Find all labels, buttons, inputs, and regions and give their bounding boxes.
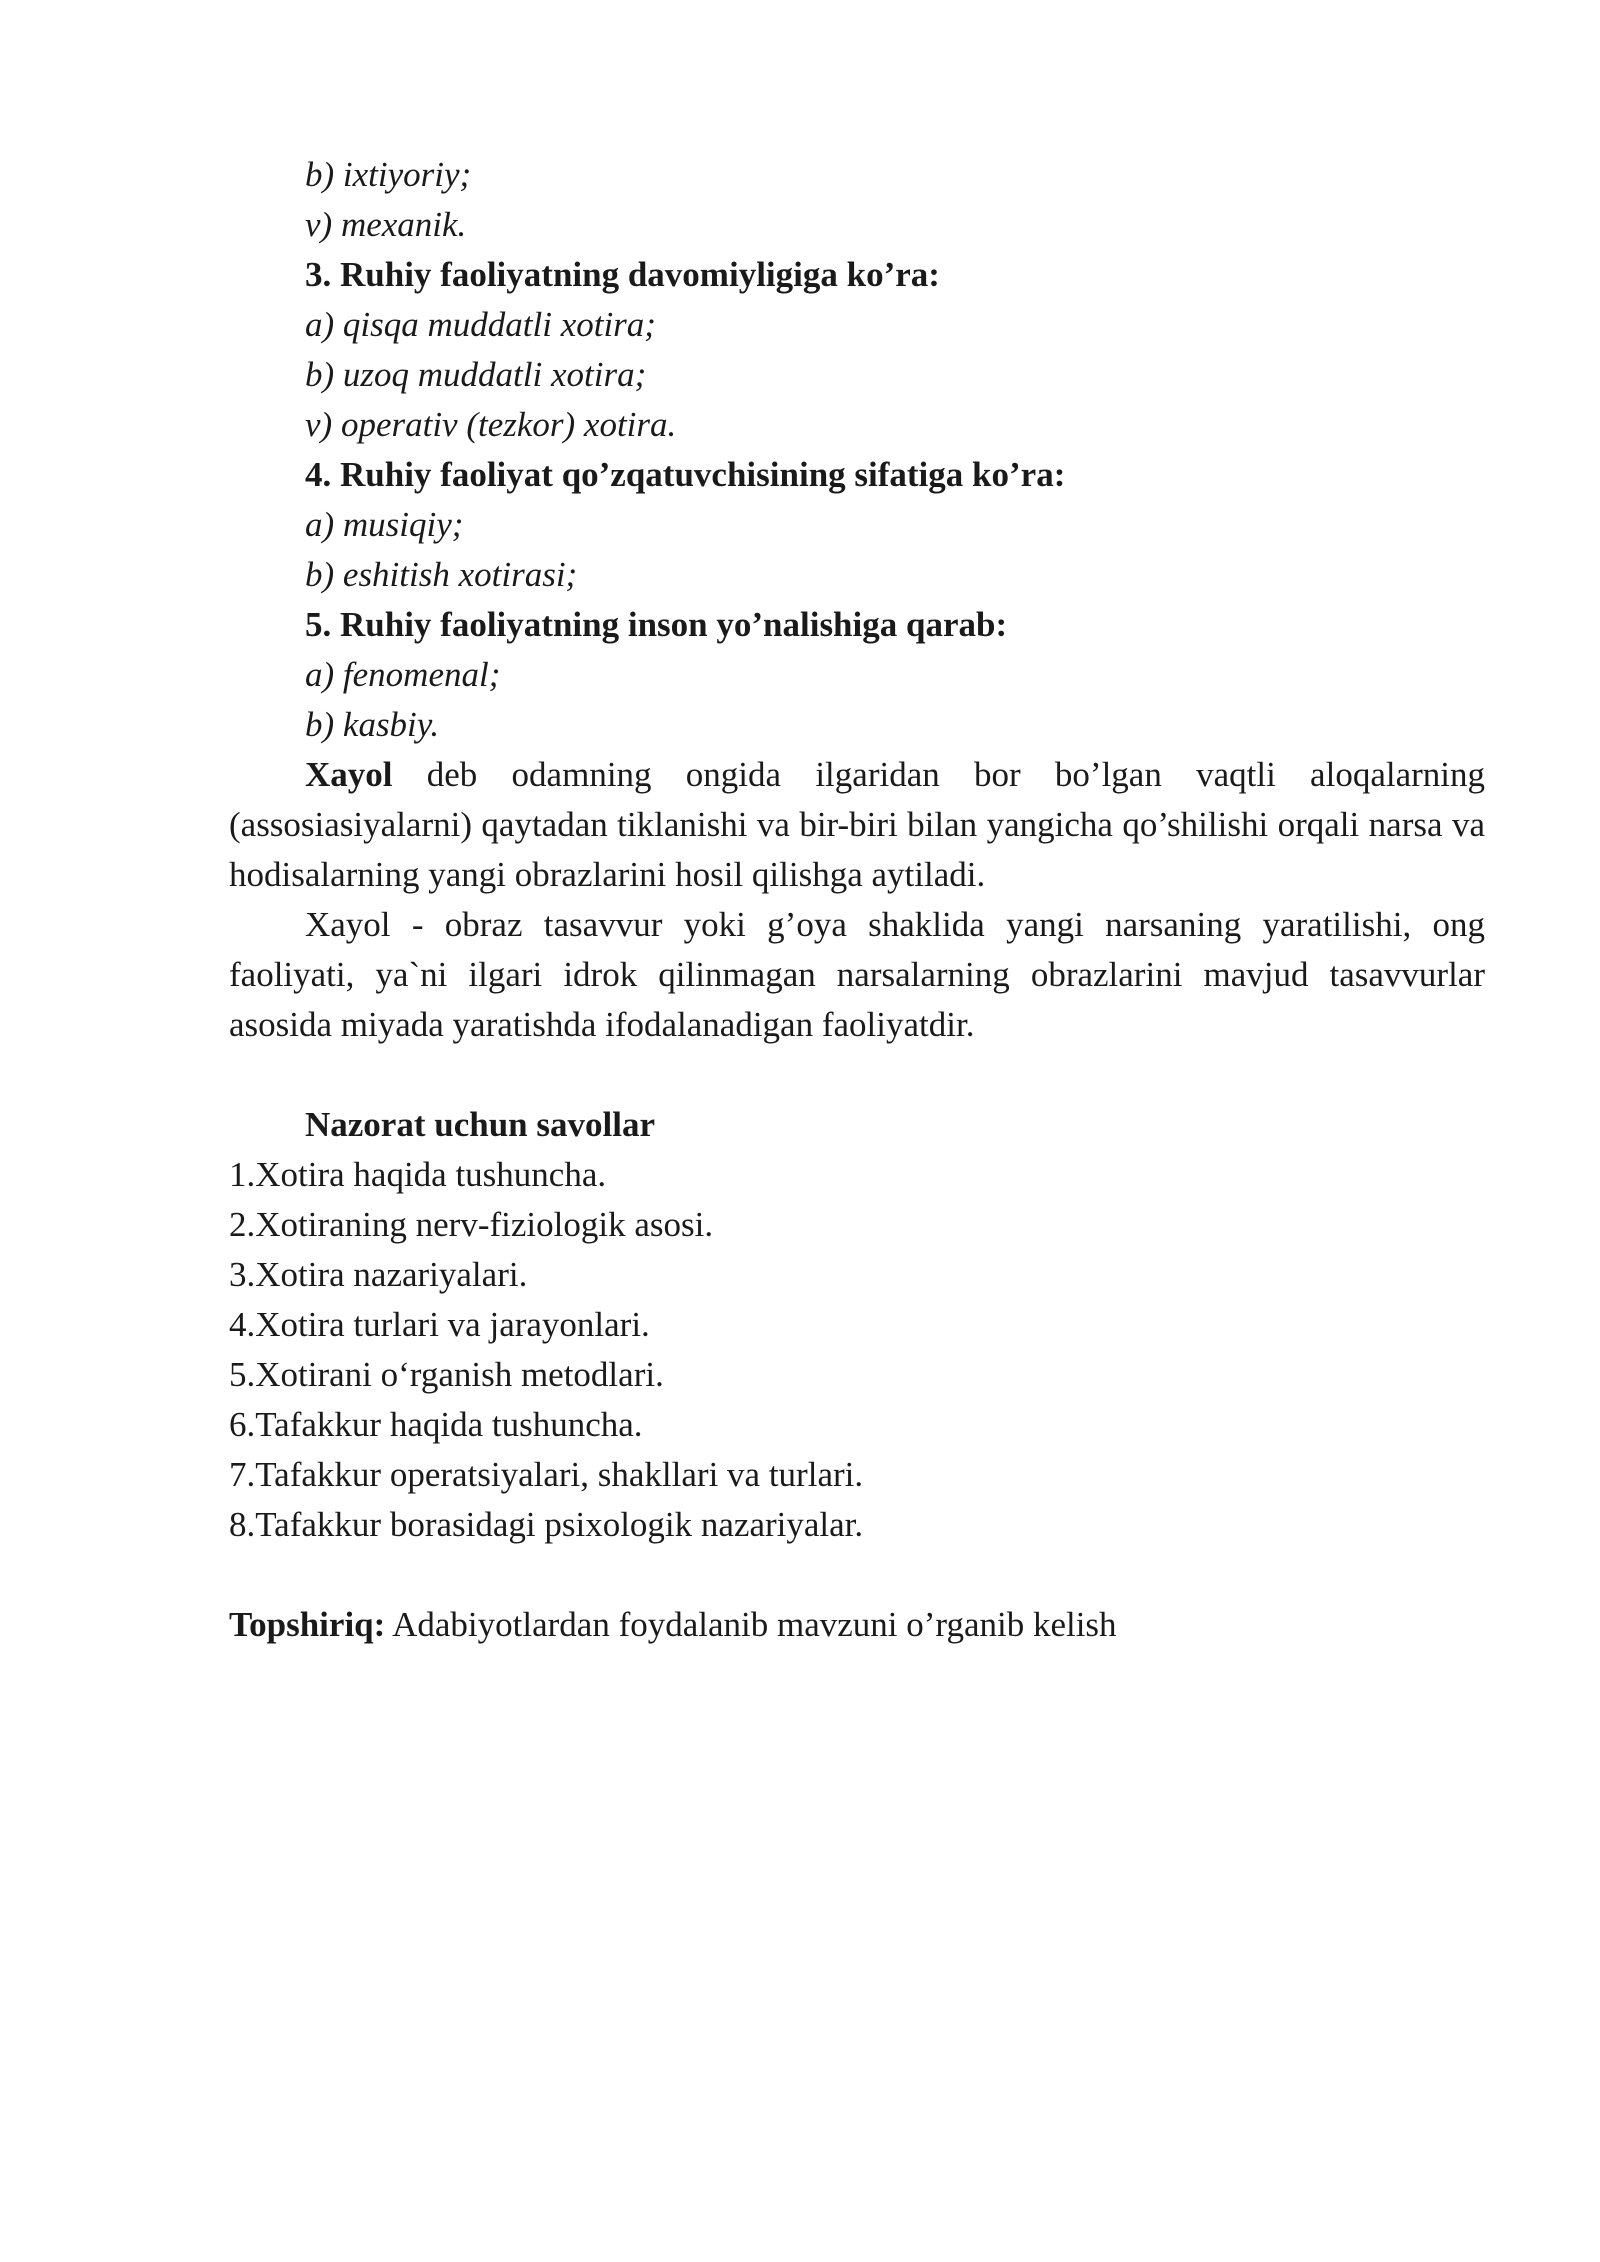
list-heading: 5. Ruhiy faoliyatning inson yo’nalishiga qarab: [305,605,1008,644]
spacer [229,1050,1485,1100]
list-item: b) uzoq muddatli xotira; [305,355,647,394]
list-item: b) kasbiy. [305,705,440,744]
list-heading: 4. Ruhiy faoliyat qo’zqatuvchisining sifatiga ko’ra: [305,455,1066,494]
xayol-term: Xayol [305,755,393,794]
xayol-description-paragraph [229,900,1485,1050]
task-text: Adabiyotlardan foydalanib mavzuni o’rganib kelish [385,1605,1117,1644]
list-heading: 3. Ruhiy faoliyatning davomiyligiga ko’ra: [305,255,940,294]
question-item: 1.Xotira haqida tushuncha. [229,1155,607,1194]
question-item: 4.Xotira turlari va jarayonlari. [229,1305,650,1344]
question-item: 5.Xotirani o‘rganish metodlari. [229,1355,664,1394]
document-page [229,150,1485,1650]
classification-list [229,150,1485,750]
list-item: a) qisqa muddatli xotira; [305,305,656,344]
questions-list [229,1150,1485,1550]
list-item: v) mexanik. [305,205,467,244]
paragraph-text: deb odamning ongida ilgaridan bor bo’lgan vaqtli aloqalarning (assosiasiyalarni) qaytadan tiklanishi va bir-biri bilan yangicha qo’shilishi orqali narsa va hodisalarning yangi obrazlarini hosil qilishga aytiladi. [229,755,1485,894]
list-item: b) eshitish xotirasi; [305,555,578,594]
task-label: Topshiriq: [229,1605,386,1644]
question-item: 6.Tafakkur haqida tushuncha. [229,1405,643,1444]
task-line [229,1600,1485,1650]
list-item: a) musiqiy; [305,505,464,544]
spacer [229,1550,1485,1600]
questions-heading: Nazorat uchun savollar [305,1105,655,1144]
list-item: b) ixtiyoriy; [305,155,472,194]
question-item: 3.Xotira nazariyalari. [229,1255,528,1294]
list-item: a) fenomenal; [305,655,501,694]
question-item: 7.Tafakkur operatsiyalari, shakllari va turlari. [229,1455,864,1494]
question-item: 2.Xotiraning nerv-fiziologik asosi. [229,1205,714,1244]
question-item: 8.Tafakkur borasidagi psixologik nazariyalar. [229,1505,864,1544]
paragraph-text: Xayol - obraz tasavvur yoki g’oya shaklida yangi narsaning yaratilishi, ong faoliyati, ya`ni ilgari idrok qilinmagan narsalarning obrazlarini mavjud tasavvurlar asosida miyada yaratishda ifodalanadigan faoliyatdir. [229,905,1485,1044]
xayol-definition-paragraph [229,750,1485,900]
list-item: v) operativ (tezkor) xotira. [305,405,677,444]
